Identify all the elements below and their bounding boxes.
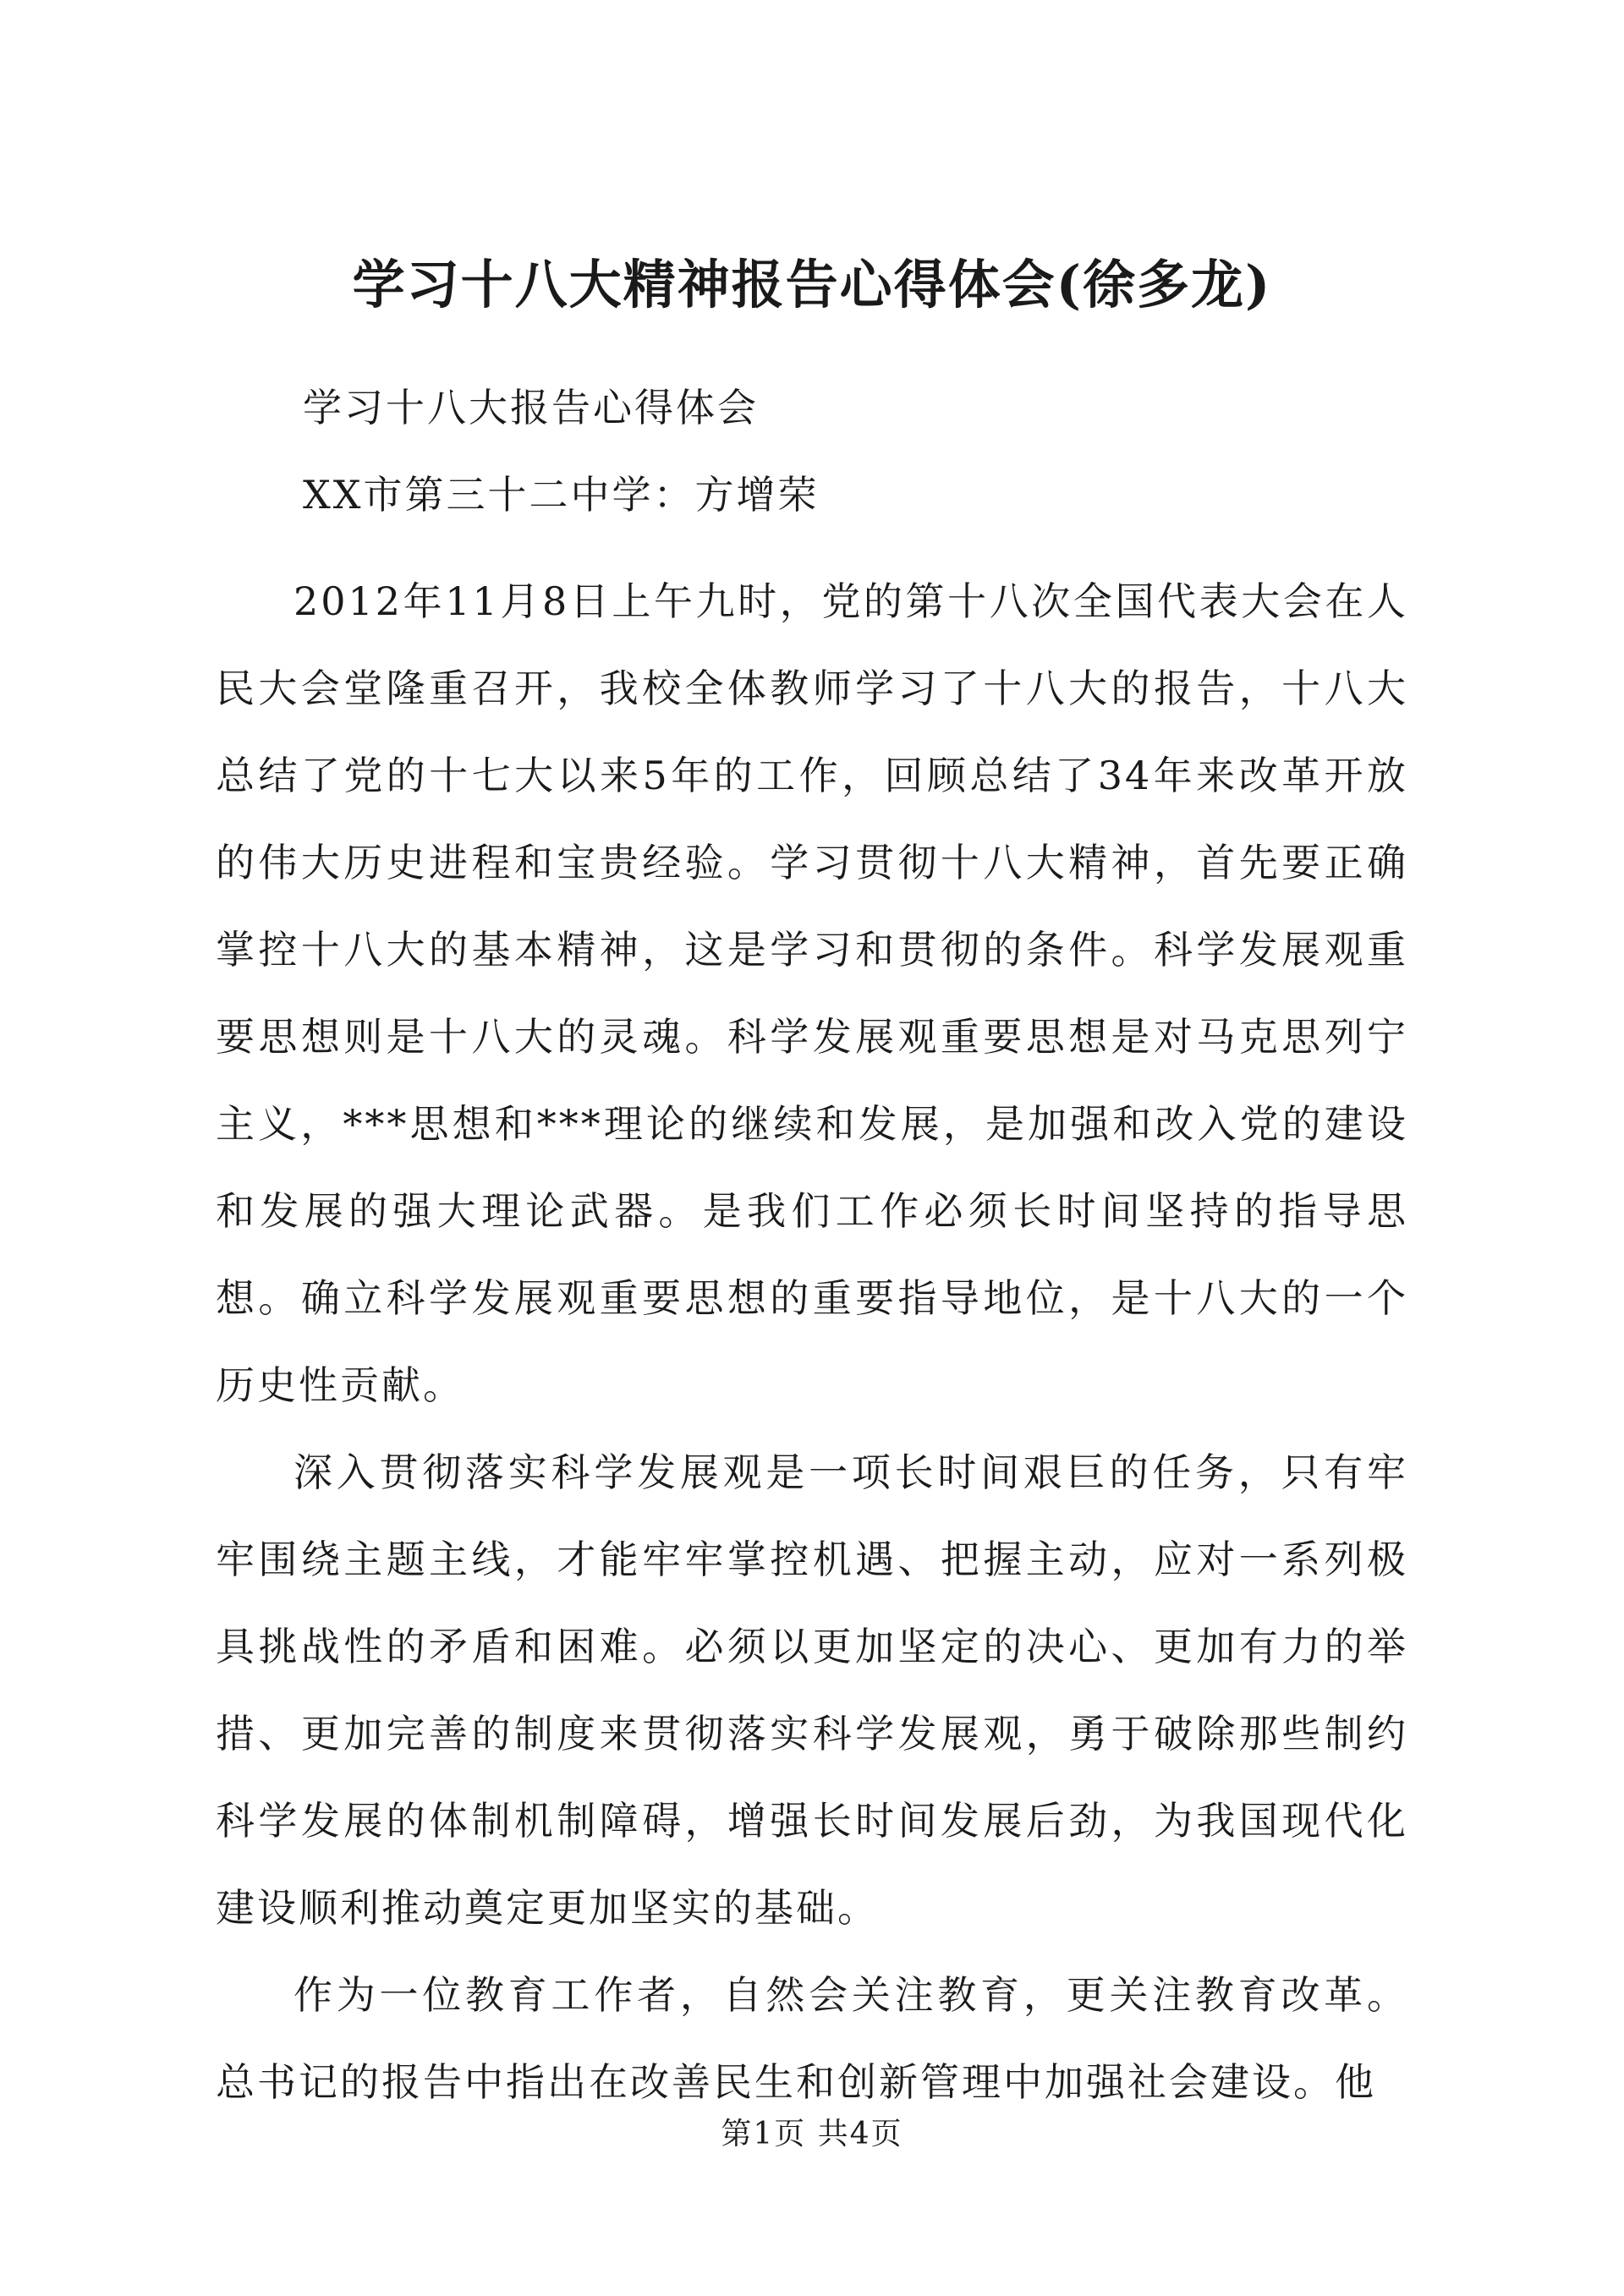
author-line: XX市第三十二中学：方增荣: [303, 472, 820, 518]
paragraph: 深入贯彻落实科学发展观是一项长时间艰巨的任务，只有牢牢围绕主题主线，才能牢牢掌控机遇、把握主动，应对一系列极具挑战性的矛盾和困难。必须以更加坚定的决心、更加有力的举措、更加完善的制度来贯彻落实科学发展观，勇于破除那些制约科学发展的体制机制障碍，增强长时间发展后劲，为我国现代化建设顺利推动奠定更加坚实的基础。: [216, 1449, 1408, 1931]
paragraph: 2012年11月8日上午九时，党的第十八次全国代表大会在人民大会堂隆重召开，我校全体教师学习了十八大的报告，十八大总结了党的十七大以来5年的工作，回顾总结了34年来改革开放的伟大历史进程和宝贵经验。学习贯彻十八大精神，首先要正确掌控十八大的基本精神，这是学习和贯彻的条件。科学发展观重要思想则是十八大的灵魂。科学发展观重要思想是对马克思列宁主义，***思想和***理论的继续和发展，是加强和改入党的建设和发展的强大理论武器。是我们工作必须长时间坚持的指导思想。确立科学发展观重要思想的重要指导地位，是十八大的一个历史性贡献。: [216, 578, 1408, 1408]
page-footer: 第1页 共4页: [721, 2117, 903, 2151]
document-subtitle: 学习十八大报告心得体会: [303, 385, 759, 430]
paragraph: 作为一位教育工作者，自然会关注教育，更关注教育改革。总书记的报告中指出在改善民生和创新管理中加强社会建设。他: [216, 1972, 1408, 2105]
document-body: [216, 558, 1408, 2126]
document-title: 学习十八大精神报告心得体会(徐多龙): [352, 254, 1272, 315]
